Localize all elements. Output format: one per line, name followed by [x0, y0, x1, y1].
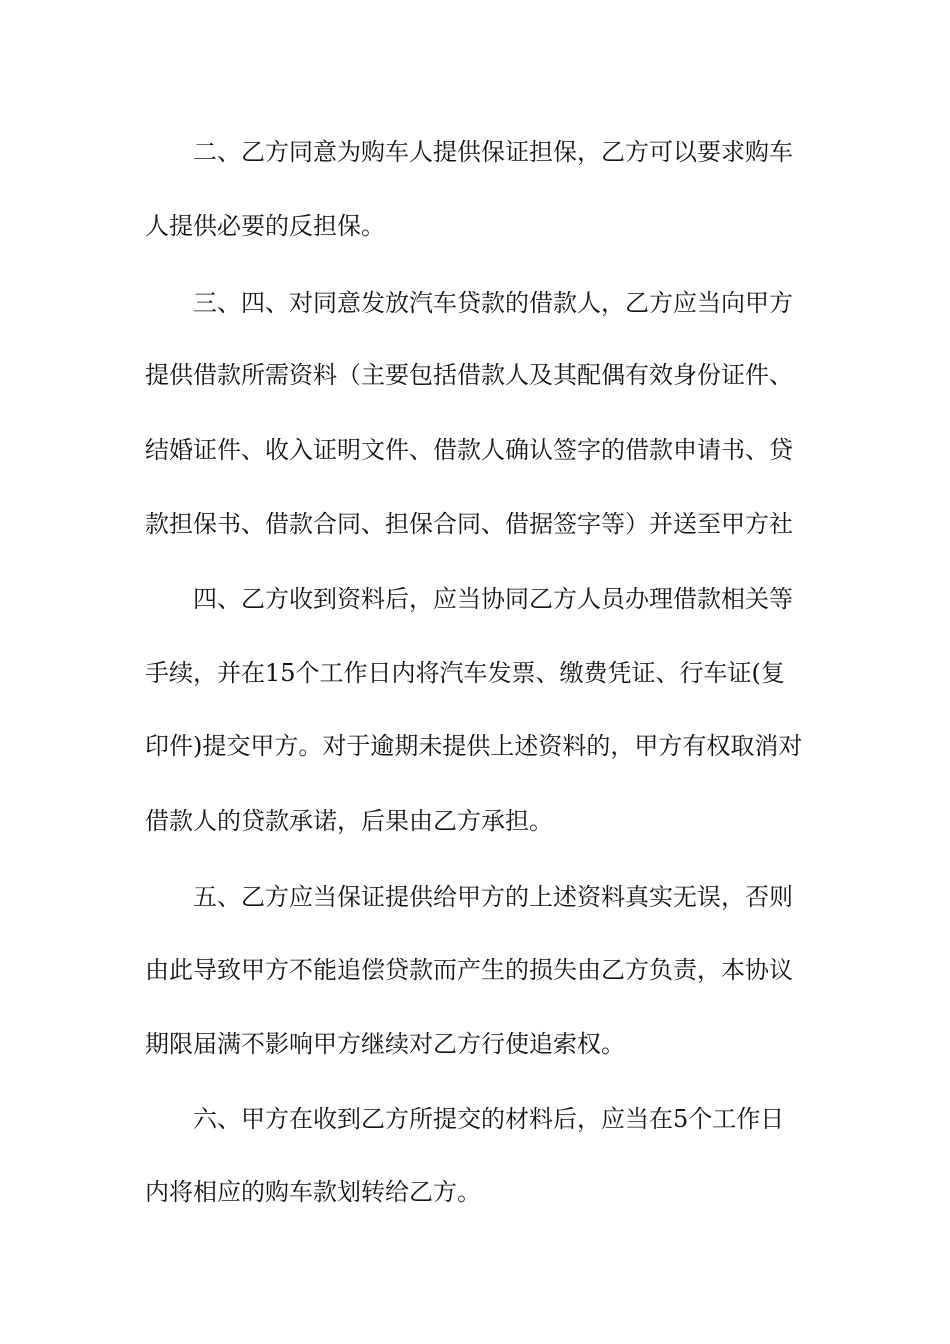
clause-3-line-3: 结婚证件、收入证明文件、借款人确认签字的借款申请书、贷 — [145, 436, 793, 464]
clause-4-line-1: 四、乙方收到资料后，应当协同乙方人员办理借款相关等 — [193, 585, 793, 613]
clause-3-line-1: 三、四、对同意发放汽车贷款的借款人，乙方应当向甲方 — [193, 289, 793, 317]
clause-2-line-1: 二、乙方同意为购车人提供保证担保，乙方可以要求购车 — [193, 138, 793, 166]
clause-5-line-2: 由此导致甲方不能追偿贷款而产生的损失由乙方负责，本协议 — [145, 956, 793, 984]
clause-4-line-4: 借款人的贷款承诺，后果由乙方承担。 — [145, 807, 553, 835]
clause-6-line-2: 内将相应的购车款划转给乙方。 — [145, 1178, 481, 1206]
clause-2-line-2: 人提供必要的反担保。 — [145, 212, 385, 240]
clause-3-line-2: 提供借款所需资料（主要包括借款人及其配偶有效身份证件、 — [145, 361, 793, 389]
clause-6-line-1: 六、甲方在收到乙方所提交的材料后，应当在5个工作日 — [193, 1105, 785, 1133]
clause-3-line-4: 款担保书、借款合同、担保合同、借据签字等）并送至甲方社 — [145, 510, 793, 538]
clause-5-line-3: 期限届满不影响甲方继续对乙方行使追索权。 — [145, 1030, 625, 1058]
clause-4-line-2: 手续，并在15个工作日内将汽车发票、缴费凭证、行车证(复 — [145, 659, 785, 687]
clause-5-line-1: 五、乙方应当保证提供给甲方的上述资料真实无误，否则 — [193, 883, 793, 911]
clause-4-line-3: 印件)提交甲方。对于逾期未提供上述资料的，甲方有权取消对 — [145, 732, 803, 760]
